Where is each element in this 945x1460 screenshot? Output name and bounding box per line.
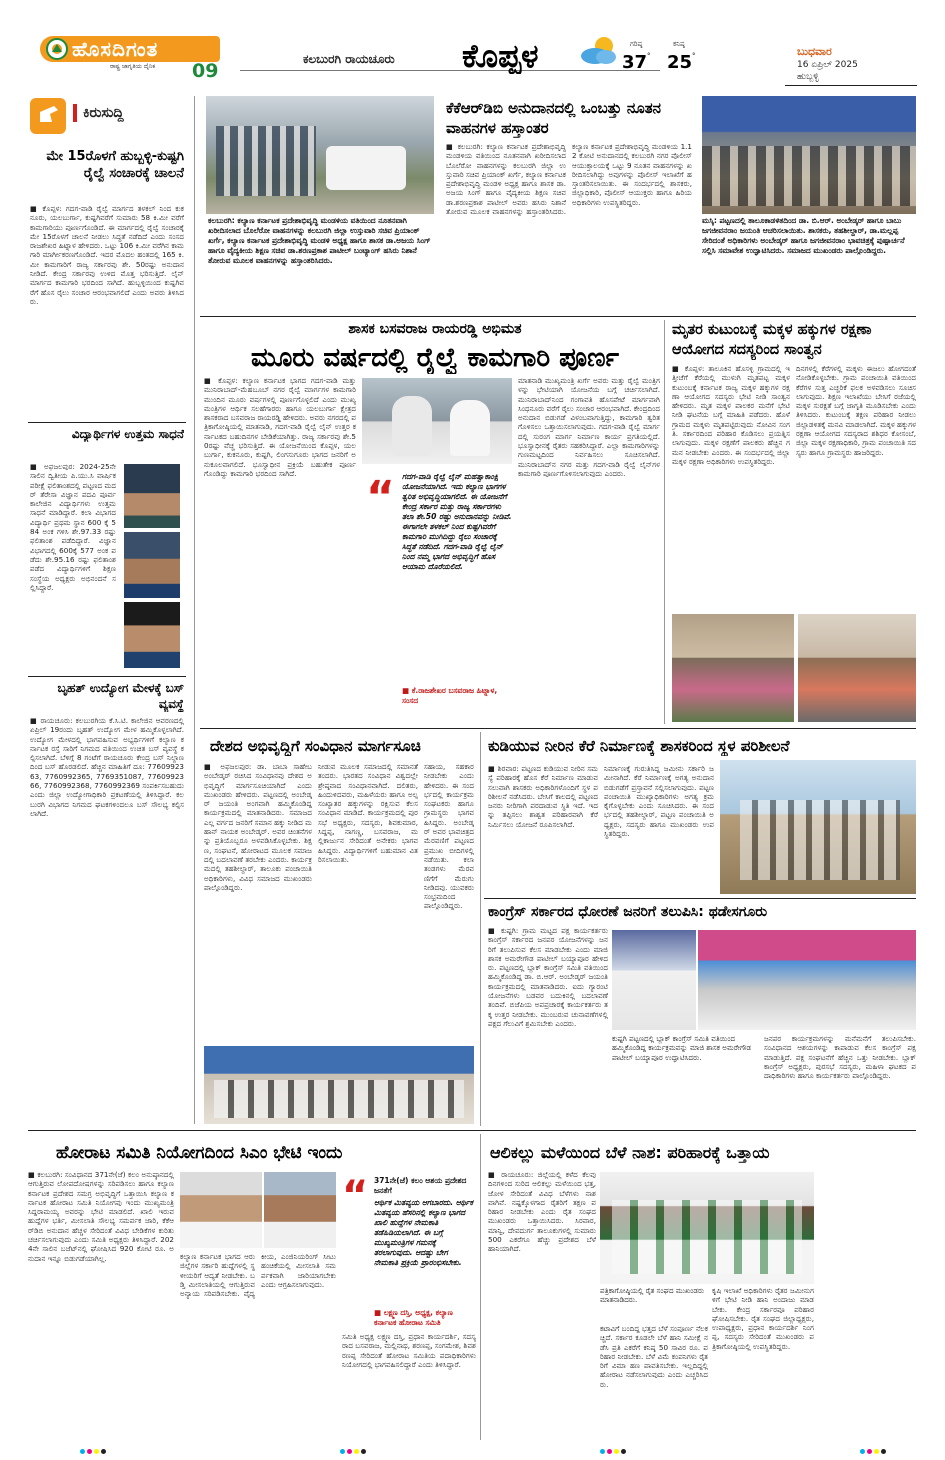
day-name: ಬುಧವಾರ: [797, 45, 832, 58]
congress-col1: ■ ಕುಷ್ಟಗಿ: ಗ್ರಾಮ ಮಟ್ಟದ ಪಕ್ಷ ಕಾರ್ಯಕರ್ತರು ಕಾಂಗ್ರೆಸ್ ಸರ್ಕಾರದ ಜನಪರ ಯೋಜನೆಗಳನ್ನು ಜನರಿಗೆ ತಲುಪಿಸುವ ಕೆಲಸ ಮಾಡಬೇಕು ಎಂದು ಮಾಜಿ ಶಾಸಕ ಅಮರೇಗೌಡ ಪಾಟೀಲ್ ಬಯ್ಯಾಪೂರ ಹೇಳಿದರು. ಪಟ್ಟಣದಲ್ಲಿ ಬ್ಲಾಕ್ ಕಾಂಗ್ರೆಸ್ ಸಮಿತಿ ವತಿಯಿಂದ ಹಮ್ಮಿಕೊಂಡಿದ್ದ ಡಾ. ಬಿ.ಆರ್. ಅಂಬೇಡ್ಕರ್ ಜಯಂತಿ ಕಾರ್ಯಕ್ರಮದಲ್ಲಿ ಮಾತನಾಡಿದರು. ಐದು ಗ್ಯಾರಂಟಿ ಯೋಜನೆಗಳು ಬಡವರ ಬದುಕಿನಲ್ಲಿ ಬದಲಾವಣೆ ತಂದಿವೆ. ಬಿಜೆಪಿಯ ಅಪಪ್ರಚಾರಕ್ಕೆ ಕಾರ್ಯಕರ್ತರು ತಕ್ಕ ಉತ್ತರ ನೀಡಬೇಕು. ಮುಂಬರುವ ಚುನಾವಣೆಗಳಲ್ಲಿ ಪಕ್ಷದ ಗೆಲುವಿಗೆ ಶ್ರಮಿಸಬೇಕು ಎಂದರು.: [488, 926, 608, 1028]
stage-crowd: [702, 146, 916, 206]
child-rights-col1: ■ ಕೊಪ್ಪಳ: ತಾಲೂಕಿನ ಹೊಸಳ್ಳಿ ಗ್ರಾಮದಲ್ಲಿ ಇತ್ತೀಚೆಗೆ ಕೆರೆಯಲ್ಲಿ ಮುಳುಗಿ ಮೃತಪಟ್ಟ ಮಕ್ಕಳ ಕುಟುಂಬಕ್ಕೆ ಕರ್ನಾಟಕ ರಾಜ್ಯ ಮಕ್ಕಳ ಹಕ್ಕುಗಳ ರಕ್ಷಣಾ ಆಯೋಗದ ಸದಸ್ಯರು ಭೇಟಿ ನೀಡಿ ಸಾಂತ್ವನ ಹೇಳಿದರು. ಮೃತ ಮಕ್ಕಳ ಪಾಲಕರ ಮನೆಗೆ ಭೇಟಿ ನೀಡಿ ಘಟನೆಯ ಬಗ್ಗೆ ಮಾಹಿತಿ ಪಡೆದರು. ಹೊಳೆ ಗ್ರಾಮದ ಮಕ್ಕಳು ಮೃತಪಟ್ಟಿರುವುದು ನೋವಿನ ಸಂಗತಿ. ಸರ್ಕಾರದಿಂದ ಪರಿಹಾರ ಕೊಡಿಸಲು ಪ್ರಯತ್ನಿಸಲಾಗುವುದು. ಮಕ್ಕಳ ರಕ್ಷಣೆಗೆ ಪಾಲಕರು ಹೆಚ್ಚಿನ ಗಮನ ನೀಡಬೇಕು ಎಂದರು. ಈ ಸಂದರ್ಭದಲ್ಲಿ ಜಿಲ್ಲಾ ಮಕ್ಕಳ ರಕ್ಷಣಾ ಅಧಿಕಾರಿಗಳು ಉಪಸ್ಥಿತರಿದ್ದರು.: [672, 364, 790, 466]
ambedkar-event-caption: ಮಸ್ಕಿ: ಪಟ್ಟಣದಲ್ಲಿ ತಾಲೂಕಾಡಳಿತದಿಂದ ಡಾ. ಬಿ.ಆರ್. ಅಂಬೇಡ್ಕರ್ ಹಾಗೂ ಬಾಬು ಜಗಜೀವನರಾಂ ಜಯಂತಿ ಆಚರಿಸಲಾಯಿತು. ಶಾಸಕರು, ತಹಶೀಲ್ದಾರ್, ಡಾ.ಮಲ್ಲಪ್ಪ ಸೇರಿದಂತೆ ಅಧಿಕಾರಿಗಳು ಅಂಬೇಡ್ಕರ್ ಹಾಗೂ ಜಗಜೀವನರಾಂ ಭಾವಚಿತ್ರಕ್ಕೆ ಪುಷ್ಪಾರ್ಚನೆ ಸಲ್ಲಿಸಿ ಸಮಾವೇಶ ಉದ್ಘಾಟಿಸಿದರು. ಸಮಾಜದ ಮುಖಂಡರು ಪಾಲ್ಗೊಂಡಿದ್ದರು.: [702, 216, 905, 255]
weather-icon: [578, 34, 620, 66]
column-rule: [480, 732, 481, 1126]
constitution-headline: ದೇಶದ ಅಭಿವೃದ್ಧಿಗೆ ಸಂವಿಧಾನ ಮಾರ್ಗಸೂಚಿ: [210, 737, 421, 755]
horata-person-photo-1: [180, 1172, 262, 1248]
section-rule: [28, 1130, 916, 1131]
officials-group: [740, 800, 900, 880]
s1-headline: ಮೇ 15ರೊಳಗೆ ಹುಬ್ಬಳ್ಳಿ-ಕುಷ್ಟಗಿ ರೈಲ್ವೆ ಸಂಚಾರಕ್ಕೆ ಚಾಲನೆ: [46, 149, 184, 181]
column-rule: [194, 96, 195, 1124]
registration-marks: [860, 1449, 886, 1454]
constitution-col2: ನೀಡುವ ಮೂಲಕ ಸಮಾಜದಲ್ಲಿ ಸಮಾನತೆ ತಂದರು. ಭಾರತದ ಸಂವಿಧಾನ ವಿಶ್ವದಲ್ಲೇ ಶ್ರೇಷ್ಠವಾದ ಸಂವಿಧಾನವಾಗಿದೆ. ದಲಿತರು, ಹಿಂದುಳಿದವರು, ಮಹಿಳೆಯರು ಹಾಗೂ ಅಲ್ಪಸಂಖ್ಯಾತರ ಹಕ್ಕುಗಳನ್ನು ರಕ್ಷಿಸುವ ಕೆಲಸ ಸಂವಿಧಾನ ಮಾಡಿದೆ. ಕಾರ್ಯಕ್ರಮದಲ್ಲಿ ಪುರಸಭೆ ಅಧ್ಯಕ್ಷರು, ಸದಸ್ಯರು, ಶಿವಕುಮಾರ, ಸಿದ್ದಪ್ಪ, ನಾಗಣ್ಣ, ಬಸವರಾಜ, ಮಲ್ಲಿಕಾರ್ಜುನ ಸೇರಿದಂತೆ ಅನೇಕರು ಭಾಗವಹಿಸಿದ್ದರು. ವಿದ್ಯಾರ್ಥಿಗಳಿಗೆ ಬಹುಮಾನ ವಿತರಿಸಲಾಯಿತು.: [318, 762, 418, 864]
hail-col3-cont: [818, 1172, 916, 1440]
horata-headline: ಹೋರಾಟ ಸಮಿತಿ ನಿಯೋಗದಿಂದ ಸಿಎಂ ಭೇಟಿ ಇಂದು: [56, 1143, 343, 1163]
congress-stage-photo: [698, 930, 916, 1030]
rail-col3: ಮಾತನಾಡಿ ಮುಖ್ಯಮಂತ್ರಿ ಖರ್ಗೆ ಅವರು ಮತ್ತು ರೈಲ್ವೆ ಮಂತ್ರಿಗಳನ್ನು ಭೇಟಿಯಾಗಿ ಯೋಜನೆಯ ಬಗ್ಗೆ ಚರ್ಚಿಸಲಾಗಿದೆ. ಮುನಿರಾಬಾದ್‌ನಿಂದ ಗಂಗಾವತಿ ಹೊಸಪೇಟೆ ಮಾರ್ಗವಾಗಿ ಸಿಂಧನೂರು ವರೆಗೆ ರೈಲು ಸಂಚಾರ ಆರಂಭವಾಗಿದೆ. ಕೇಂದ್ರದಿಂದ ಅನುದಾನ ಬಿಡುಗಡೆ ವಿಳಂಬವಾಗುತ್ತಿದ್ದು, ಕಾಮಗಾರಿ ತ್ವರಿತಗೊಳಿಸಲು ಒತ್ತಾಯಿಸಲಾಗುವುದು. ಗದಗ-ವಾಡಿ ರೈಲ್ವೆ ಮಾರ್ಗದಲ್ಲಿ ಸುರಂಗ ಮಾರ್ಗ ನಿರ್ಮಾಣ ಕಾರ್ಯ ಪ್ರಗತಿಯಲ್ಲಿದೆ. ಭೂಸ್ವಾಧೀನಕ್ಕೆ ರೈತರು ಸಹಕರಿಸಿದ್ದಾರೆ. ಎಲ್ಲಾ ಕಾಮಗಾರಿಗಳನ್ನು ಗುಣಮಟ್ಟದಿಂದ ನಿರ್ವಹಿಸಲು ಸೂಚಿಸಲಾಗಿದೆ. ಮುನಿರಾಬಾದ್‌ನ ನಗರ ಮತ್ತು ಗದಗ-ವಾಡಿ ರೈಲ್ವೆ ಲೈನ್‌ಗಳ ಕಾಮಗಾರಿ ಪೂರ್ಣಗೊಳಿಸಲಾಗುವುದು ಎಂದರು.: [518, 376, 660, 478]
hail-col3: ಕೃಷಿ ಇಲಾಖೆ ಅಧಿಕಾರಿಗಳು ರೈತರ ಜಮೀನುಗಳಿಗೆ ಭೇಟಿ ನೀಡಿ ಹಾನಿ ಅಂದಾಜು ಮಾಡಬೇಕು. ಕೇಂದ್ರ ಸರ್ಕಾರವೂ ಪರಿಹಾರ ಘೋಷಿಸಬೇಕು. ರೈತ ಸಂಘದ ಜಿಲ್ಲಾಧ್ಯಕ್ಷರು, ಉಪಾಧ್ಯಕ್ಷರು, ಪ್ರಧಾನ ಕಾರ್ಯದರ್ಶಿ ನಿಂಗಪ್ಪ, ಸದಸ್ಯರು ಸೇರಿದಂತೆ ಮುಖಂಡರು ಪತ್ರಿಕಾಗೋಷ್ಠಿಯಲ್ಲಿ ಉಪಸ್ಥಿತರಿದ್ದರು.: [712, 1286, 814, 1351]
speaker-figure: [450, 400, 490, 456]
child-rights-col2: ದಿನಗಳಲ್ಲಿ ಕೆರೆಗಳಲ್ಲಿ ಮಕ್ಕಳು ಈಜಲು ಹೋಗದಂತೆ ನೋಡಿಕೊಳ್ಳಬೇಕು. ಗ್ರಾಮ ಪಂಚಾಯಿತಿ ವತಿಯಿಂದ ಕೆರೆಗಳ ಸುತ್ತ ಎಚ್ಚರಿಕೆ ಫಲಕ ಅಳವಡಿಸಲು ಸೂಚಿಸಲಾಗುವುದು. ಶಿಕ್ಷಣ ಇಲಾಖೆಯು ಬೇಸಿಗೆ ರಜೆಯಲ್ಲಿ ಮಕ್ಕಳ ಸುರಕ್ಷತೆ ಬಗ್ಗೆ ಜಾಗೃತಿ ಮೂಡಿಸಬೇಕು ಎಂದು ತಿಳಿಸಿದರು. ಕುಟುಂಬಕ್ಕೆ ತಕ್ಷಣ ಪರಿಹಾರ ನೀಡಲು ಜಿಲ್ಲಾಡಳಿತಕ್ಕೆ ಮನವಿ ಮಾಡಲಾಗಿದೆ. ಮಕ್ಕಳ ಹಕ್ಕುಗಳ ರಕ್ಷಣಾ ಆಯೋಗದ ಸದಸ್ಯರಾದ ಶಶಿಧರ ಕೋಸಂಬೆ, ಜಿಲ್ಲಾ ಮಕ್ಕಳ ರಕ್ಷಣಾಧಿಕಾರಿ, ಗ್ರಾಮ ಪಂಚಾಯಿತಿ ಸದಸ್ಯರು ಹಾಗೂ ಗ್ರಾಮಸ್ಥರು ಹಾಜರಿದ್ದರು.: [796, 364, 916, 457]
logo-emblem-icon: [46, 38, 68, 60]
vehicles-caption: ಕಲಬುರಗಿ: ಕಲ್ಯಾಣ ಕರ್ನಾಟಕ ಪ್ರದೇಶಾಭಿವೃದ್ಧಿ ಮಂಡಳಿಯ ವತಿಯಿಂದ ನೂತನವಾಗಿ ಖರೀದಿಸಲಾದ ಬೊಲೆರೋ ವಾಹನಗಳನ್ನು ಕಲಬುರಗಿ ಜಿಲ್ಲಾ ಉಸ್ತುವಾರಿ ಸಚಿವ ಪ್ರಿಯಾಂಕ್ ಖರ್ಗೆ, ಕಲ್ಯಾಣ ಕರ್ನಾಟಕ ಪ್ರದೇಶಾಭಿವೃದ್ಧಿ ಮಂಡಳಿ ಅಧ್ಯಕ್ಷ ಹಾಗೂ ಶಾಸಕ ಡಾ.ಅಜಯ ಸಿಂಗ್ ಹಾಗೂ ವೈದ್ಯಕೀಯ ಶಿಕ್ಷಣ ಸಚಿವ ಡಾ.ಶರಣಪ್ರಕಾಶ ಪಾಟೀಲ್ ಬಂಟ್ಯಾಂಗ್ ಹಸಿರು ನಿಶಾನೆ ತೋರುವ ಮೂಲಕ ವಾಹನಗಳನ್ನು ಹಸ್ತಾಂತರಿಸಿದರು.: [208, 216, 431, 265]
quote-mark-icon: “: [342, 1173, 369, 1219]
farmers-group: [612, 1200, 802, 1274]
lake-headline: ಕುಡಿಯುವ ನೀರಿನ ಕೆರೆ ನಿರ್ಮಾಣಕ್ಕೆ ಶಾಸಕರಿಂದ ಸ್ಥಳ ಪರಿಶೀಲನೆ: [488, 737, 790, 755]
quote-mark-icon: “: [366, 472, 395, 523]
kirusuddi-tag: ಕಿರುಸುದ್ದಿ: [73, 104, 130, 122]
horata-col1: ■ ಕಲಬುರಗಿ: ಸಂವಿಧಾನದ 371ನೇ(ಜೆ) ಕಲಂ ಅನುಷ್ಠಾನದಲ್ಲಿ ಆಗುತ್ತಿರುವ ಲೋಪದೋಷಗಳನ್ನು ಸರಿಪಡಿಸಲು ಹಾಗೂ ಕಲ್ಯಾಣ ಕರ್ನಾಟಕ ಪ್ರದೇಶದ ಸಮಗ್ರ ಅಭಿವೃದ್ಧಿಗೆ ಒತ್ತಾಯಿಸಿ ಕಲ್ಯಾಣ ಕರ್ನಾಟಕ ಹೋರಾಟ ಸಮಿತಿ ನಿಯೋಗವು ಇಂದು ಮುಖ್ಯಮಂತ್ರಿ ಸಿದ್ದರಾಮಯ್ಯ ಅವರನ್ನು ಭೇಟಿ ಮಾಡಲಿದೆ. ಖಾಲಿ ಇರುವ ಹುದ್ದೆಗಳ ಭರ್ತಿ, ಮೀಸಲಾತಿ ಸೌಲಭ್ಯ ಸಮರ್ಪಕ ಜಾರಿ, ಕೆಕೆಆರ್‌ಡಿಬಿ ಅನುದಾನ ಹೆಚ್ಚಳ ಸೇರಿದಂತೆ ವಿವಿಧ ಬೇಡಿಕೆಗಳ ಕುರಿತು ಚರ್ಚಿಸಲಾಗುವುದು ಎಂದು ಸಮಿತಿ ಅಧ್ಯಕ್ಷರು ತಿಳಿಸಿದ್ದಾರೆ. 2024ನೇ ಸಾಲಿನ ಬಜೆಟ್‌ನಲ್ಲಿ ಘೋಷಿಸಿದ 920 ಕೋಟಿ ರೂ. ಅನುದಾನ ಇನ್ನೂ ಬಿಡುಗಡೆಯಾಗಿಲ್ಲ.: [28, 1170, 174, 1263]
horata-person-photo-2: [264, 1172, 336, 1248]
condolence-photo-1: [672, 614, 794, 722]
lake-col1: ■ ಶಿರವಾರ: ಪಟ್ಟಣದ ಕುಡಿಯುವ ನೀರಿನ ಸಮಸ್ಯೆ ಪರಿಹಾರಕ್ಕೆ ಹೊಸ ಕೆರೆ ನಿರ್ಮಾಣ ಮಾಡುವ ಸಲುವಾಗಿ ಶಾಸಕರು ಅಧಿಕಾರಿಗಳೊಂದಿಗೆ ಸ್ಥಳ ಪರಿಶೀಲನೆ ನಡೆಸಿದರು. ಬೇಸಿಗೆ ಕಾಲದಲ್ಲಿ ಪಟ್ಟಣದ ಜನರು ನೀರಿಗಾಗಿ ಪರದಾಡುವ ಸ್ಥಿತಿ ಇದೆ. ಇದನ್ನು ತಪ್ಪಿಸಲು ಶಾಶ್ವತ ಪರಿಹಾರವಾಗಿ ಕೆರೆ ನಿರ್ಮಿಸಲು ಯೋಜನೆ ರೂಪಿಸಲಾಗಿದೆ.: [488, 764, 598, 829]
dais-row: [214, 1080, 464, 1118]
hail-col2: ಕಟಾವಿಗೆ ಬಂದಿದ್ದ ಭತ್ತದ ಬೆಳೆ ಸಂಪೂರ್ಣ ನೆಲಕಚ್ಚಿದೆ. ಸರ್ಕಾರ ಕೂಡಲೇ ಬೆಳೆ ಹಾನಿ ಸಮೀಕ್ಷೆ ನಡೆಸಿ ಪ್ರತಿ ಎಕರೆಗೆ ಕನಿಷ್ಠ 50 ಸಾವಿರ ರೂ. ಪರಿಹಾರ ನೀಡಬೇಕು. ಬೆಳೆ ವಿಮೆ ಕಂಪನಿಗಳು ರೈತರಿಗೆ ವಿಮಾ ಹಣ ಪಾವತಿಸಬೇಕು. ಇಲ್ಲದಿದ್ದಲ್ಲಿ ಹೋರಾಟ ನಡೆಸಲಾಗುವುದು ಎಂದು ಎಚ್ಚರಿಸಿದರು.: [600, 1324, 708, 1389]
section-rule: [200, 728, 916, 729]
date-block: [785, 42, 917, 86]
degree-icon: °: [647, 52, 651, 60]
constitution-col1: ■ ಅಫಜಲಪುರ: ಡಾ. ಬಾಬಾ ಸಾಹೇಬ ಅಂಬೇಡ್ಕರ್ ರಚಿಸಿದ ಸಂವಿಧಾನವು ದೇಶದ ಅಭಿವೃದ್ಧಿಗೆ ಮಾರ್ಗಸೂಚಿಯಾಗಿದೆ ಎಂದು ಮುಖಂಡರು ಹೇಳಿದರು. ಪಟ್ಟಣದಲ್ಲಿ ಅಂಬೇಡ್ಕರ್ ಜಯಂತಿ ಅಂಗವಾಗಿ ಹಮ್ಮಿಕೊಂಡಿದ್ದ ಕಾರ್ಯಕ್ರಮದಲ್ಲಿ ಮಾತನಾಡಿದರು. ಸಮಾಜದ ಎಲ್ಲ ವರ್ಗದ ಜನರಿಗೆ ಸಮಾನ ಹಕ್ಕು ನೀಡಿದ ಮಹಾನ್ ನಾಯಕ ಅಂಬೇಡ್ಕರ್. ಅವರ ಚಿಂತನೆಗಳನ್ನು ಪ್ರತಿಯೊಬ್ಬರೂ ಅಳವಡಿಸಿಕೊಳ್ಳಬೇಕು. ಶಿಕ್ಷಣ, ಸಂಘಟನೆ, ಹೋರಾಟದ ಮೂಲಕ ಸಮಾಜದಲ್ಲಿ ಬದಲಾವಣೆ ತರಬೇಕು ಎಂದರು. ಕಾರ್ಯಕ್ರಮದಲ್ಲಿ ತಹಶೀಲ್ದಾರ್, ತಾಲೂಕು ಪಂಚಾಯಿತಿ ಅಧಿಕಾರಿಗಳು, ವಿವಿಧ ಸಮಾಜದ ಮುಖಂಡರು ಪಾಲ್ಗೊಂಡಿದ್ದರು.: [204, 762, 312, 892]
hail-caption: ಪತ್ರಿಕಾಗೋಷ್ಠಿಯಲ್ಲಿ ರೈತ ಸಂಘದ ಮುಖಂಡರು ಮಾತನಾಡಿದರು.: [600, 1286, 705, 1305]
column-rule: [664, 320, 665, 724]
date-text: 16 ಏಪ್ರಿಲ್ 2025: [797, 60, 858, 70]
registration-marks: [340, 1449, 366, 1454]
registration-marks: [80, 1449, 106, 1454]
rail-headline: ಮೂರು ವರ್ಷದಲ್ಲಿ ರೈಲ್ವೆ ಕಾಮಗಾರಿ ಪೂರ್ಣ: [250, 343, 620, 373]
congress-speaker-photo: [612, 930, 696, 1030]
s2-body: ■ ಅಫಜಲಪುರ: 2024-25ನೇ ಸಾಲಿನ ದ್ವಿತೀಯ ಪಿ.ಯು.ಸಿ ವಾರ್ಷಿಕ ಪರೀಕ್ಷೆ ಫಲಿತಾಂಶದಲ್ಲಿ ಪಟ್ಟಣದ ಮದರ್ ತೆರೇಸಾ ವಿಜ್ಞಾನ ಪದವಿ ಪೂರ್ವ ಕಾಲೇಜಿನ ವಿದ್ಯಾರ್ಥಿಗಳು ಉತ್ತಮ ಸಾಧನೆ ಮಾಡಿದ್ದಾರೆ. ಕಲಾ ವಿಭಾಗದ ವಿದ್ಯಾರ್ಥಿ ಪ್ರಥಮ ಸ್ಥಾನ 600 ಕ್ಕೆ 584 ಅಂಕ ಗಳಿಸಿ ಶೇ.97.33 ರಷ್ಟು ಫಲಿತಾಂಶ ಪಡೆದಿದ್ದಾರೆ. ವಿಜ್ಞಾನ ವಿಭಾಗದಲ್ಲಿ 600ಕ್ಕೆ 577 ಅಂಕ ಪಡೆದು ಶೇ.95.16 ರಷ್ಟು ಫಲಿತಾಂಶ ಪಡೆದ ವಿದ್ಯಾರ್ಥಿಗಳಿಗೆ ಶಿಕ್ಷಣ ಸಂಸ್ಥೆಯ ಅಧ್ಯಕ್ಷರು ಅಭಿನಂದನೆ ಸಲ್ಲಿಸಿದ್ದಾರೆ.: [30, 462, 116, 592]
hand-icon: [30, 98, 66, 134]
condolence-photo-2: [798, 614, 916, 722]
region-small: ಕಲಬುರಗಿ ರಾಯಚೂರು: [303, 52, 395, 66]
temp-min-label: ಕನಿಷ್ಠ: [673, 40, 685, 48]
lake-site-photo: [720, 760, 916, 894]
child-rights-headline: ಮೃತರ ಕುಟುಂಬಕ್ಕೆ ಮಕ್ಕಳ ಹಕ್ಕುಗಳ ರಕ್ಷಣಾ ಆಯೋಗದ ಸದಸ್ಯರಿಂದ ಸಾಂತ್ವನ: [672, 322, 872, 358]
section-rule: [484, 898, 916, 899]
horata-col3: ಸಮಿತಿ ಅಧ್ಯಕ್ಷ ಲಕ್ಷ್ಮಣ ದಸ್ತಿ, ಪ್ರಧಾನ ಕಾರ್ಯದರ್ಶಿ, ಸದಸ್ಯರಾದ ಬಸವರಾಜ, ಮಲ್ಲಿನಾಥ, ಶರಣಪ್ಪ, ಸಂಗಮೇಶ, ಶಿವಶರಣಪ್ಪ ಸೇರಿದಂತೆ ಹೋರಾಟ ಸಮಿತಿಯ ಪದಾಧಿಕಾರಿಗಳು ನಿಯೋಗದಲ್ಲಿ ಭಾಗವಹಿಸಲಿದ್ದಾರೆ ಎಂದು ತಿಳಿಸಿದ್ದಾರೆ.: [342, 1332, 476, 1369]
region-big: ಕೊಪ್ಪಳ: [462, 38, 539, 74]
constitution-col3: ಸಹಾಯ, ಸಹಕಾರ ನೀಡಬೇಕು ಎಂದು ಹೇಳಿದರು. ಈ ಸಂದರ್ಭದಲ್ಲಿ ಕಾರ್ಯಕ್ರಮ ಸಂಘಟಕರು ಹಾಗೂ ಗ್ರಾಮಸ್ಥರು ಭಾಗವಹಿಸಿದ್ದರು. ಅಂಬೇಡ್ಕರ್ ಅವರ ಭಾವಚಿತ್ರದ ಮೆರವಣಿಗೆ ಪಟ್ಟಣದ ಪ್ರಮುಖ ಬೀದಿಗಳಲ್ಲಿ ನಡೆಯಿತು. ಕಲಾ ತಂಡಗಳು ಮೆರವಣಿಗೆಗೆ ಮೆರುಗು ನೀಡಿದವು. ಯುವಕರು ಸಂಭ್ರಮದಿಂದ ಪಾಲ್ಗೊಂಡಿದ್ದರು.: [424, 762, 474, 911]
congress-caption: ಕುಷ್ಟಗಿ ಪಟ್ಟಣದಲ್ಲಿ ಬ್ಲಾಕ್ ಕಾಂಗ್ರೆಸ್ ಸಮಿತಿ ವತಿಯಿಂದ ಹಮ್ಮಿಕೊಂಡಿದ್ದ ಕಾರ್ಯಕ್ರಮವನ್ನು ಮಾಜಿ ಶಾಸಕ ಅಮರೇಗೌಡ ಪಾಟೀಲ್ ಬಯ್ಯಾಪೂರ ಉದ್ಘಾಟಿಸಿದರು.: [612, 1034, 752, 1062]
logo-tagline: ರಾಷ್ಟ್ರ ಜಾಗೃತಿಯ ದೈನಿಕ: [110, 63, 156, 70]
ambedkar-event-photo: [702, 96, 916, 214]
student-photo-2: [124, 532, 180, 598]
horata-quote: ಆರ್ಥಿಕ ಮಿತವ್ಯಯ ಆಗಬಾರದು. ಆರ್ಥಿಕ ಮಿತವ್ಯಯ ಹೆಸರಿನಲ್ಲಿ ಕಲ್ಯಾಣ ಭಾಗದ ಖಾಲಿ ಹುದ್ದೆಗಳ ನೇಮಕಾತಿ ತಡೆಹಿಡಿಯಲಾಗಿದೆ. ಈ ಬಗ್ಗೆ ಮುಖ್ಯಮಂತ್ರಿಗಳ ಗಮನಕ್ಕೆ ತರಲಾಗುವುದು. ಆದಷ್ಟು ಬೇಗ ನೇಮಕಾತಿ ಪ್ರಕ್ರಿಯೆ ಪ್ರಾರಂಭಿಸಬೇಕು.: [374, 1198, 474, 1267]
s3-body: ■ ರಾಯಚೂರು: ಕಲಬುರಗಿಯ ಕೆ.ಸಿ.ಟಿ. ಕಾಲೇಜಿನ ಆವರಣದಲ್ಲಿ ಏಪ್ರಿಲ್ 19ರಂದು ಬೃಹತ್ ಉದ್ಯೋಗ ಮೇಳ ಹಮ್ಮಿಕೊಳ್ಳಲಾಗಿದೆ. ಉದ್ಯೋಗ ಮೇಳದಲ್ಲಿ ಭಾಗವಹಿಸುವ ಅಭ್ಯರ್ಥಿಗಳಿಗೆ ಕಲ್ಯಾಣ ಕರ್ನಾಟಕ ರಸ್ತೆ ಸಾರಿಗೆ ನಿಗಮದ ವತಿಯಿಂದ ಉಚಿತ ಬಸ್ ವ್ಯವಸ್ಥೆ ಕಲ್ಪಿಸಲಾಗಿದೆ. ಬೆಳಿಗ್ಗೆ 8 ಗಂಟೆಗೆ ರಾಯಚೂರು ಕೇಂದ್ರ ಬಸ್ ನಿಲ್ದಾಣದಿಂದ ಬಸ್ ಹೊರಡಲಿದೆ. ಹೆಚ್ಚಿನ ಮಾಹಿತಿಗೆ ದೂ: 7760992363, 7760992365, 7769351087, 7760992366, 7760992368, 7760992369 ಸಂಪರ್ಕಿಸಬಹುದು ಎಂದು ಜಿಲ್ಲಾ ಉದ್ಯೋಗಾಧಿಕಾರಿ ಪ್ರಕಟಣೆಯಲ್ಲಿ ತಿಳಿಸಿದ್ದಾರೆ. ಕಲಬುರಗಿ ವಿಭಾಗದ ನಿಗಮದ ಘಟಕಗಳಿಂದಲೂ ಬಸ್ ಸೌಲಭ್ಯ ಕಲ್ಪಿಸಲಾಗಿದೆ.: [30, 716, 184, 818]
student-photo-3: [124, 602, 180, 668]
rail-quote: ಗದಗ-ವಾಡಿ ರೈಲ್ವೆ ಲೈನ್ ಮಹತ್ವಾಕಾಂಕ್ಷಿ ಯೋಜನೆಯಾಗಿದೆ. ಇದು ಕಲ್ಯಾಣ ಭಾಗಗಳ ತ್ವರಿತ ಅಭಿವೃದ್ಧಿಯಾಗಲಿದೆ. ಈ ಯೋಜನೆಗೆ ಕೇಂದ್ರ ಸರ್ಕಾರ ಮತ್ತು ರಾಜ್ಯ ಸರ್ಕಾರಗಳು ತಲಾ ಶೇ.50 ರಷ್ಟು ಅನುದಾನವನ್ನು ನೀಡಿವೆ. ಈಗಾಗಲೇ ತಳಕಲ್ ನಿಂದ ಕುಷ್ಟಗಿವರೆಗೆ ಕಾಮಗಾರಿ ಮುಗಿದಿದ್ದು ರೈಲು ಸಂಚಾರಕ್ಕೆ ಸಿದ್ಧತೆ ನಡೆದಿದೆ. ಗದಗ-ವಾಡಿ ರೈಲ್ವೆ ಲೈನ್ ನಿಂದ ನಮ್ಮ ಭಾಗದ ಅಭಿವೃದ್ಧಿಗೆ ಹೊಸ ಆಯಾಮ ದೊರೆಯಲಿದೆ.: [402, 472, 512, 571]
horata-quote-by: ■ ಲಕ್ಷ್ಮಣ ದಸ್ತಿ, ಅಧ್ಯಕ್ಷ, ಕಲ್ಯಾಣ ಕರ್ನಾಟಕ ಹೋರಾಟ ಸಮಿತಿ: [374, 1308, 453, 1327]
temp-max-label: ಗರಿಷ್ಠ: [630, 40, 643, 48]
rail-kicker: ಶಾಸಕ ಬಸವರಾಜ ರಾಯರಡ್ಡಿ ಅಭಿಮತ: [348, 321, 522, 337]
hail-col1: ■ ರಾಯಚೂರು: ಜಿಲ್ಲೆಯಲ್ಲಿ ಕಳೆದ ಕೆಲವು ದಿನಗಳಿಂದ ಸುರಿದ ಆಲಿಕಲ್ಲು ಮಳೆಯಿಂದ ಭತ್ತ, ಜೋಳ ಸೇರಿದಂತೆ ವಿವಿಧ ಬೆಳೆಗಳು ನಾಶವಾಗಿವೆ. ನಷ್ಟಕ್ಕೊಳಗಾದ ರೈತರಿಗೆ ತಕ್ಷಣ ಪರಿಹಾರ ನೀಡಬೇಕು ಎಂದು ರೈತ ಸಂಘದ ಮುಖಂಡರು ಒತ್ತಾಯಿಸಿದರು. ಸಿರವಾರ, ಮಾನ್ವಿ, ದೇವದುರ್ಗ ತಾಲೂಕುಗಳಲ್ಲಿ ಸುಮಾರು 500 ಎಕರೆಗೂ ಹೆಚ್ಚು ಪ್ರದೇಶದ ಬೆಳೆ ಹಾನಿಯಾಗಿದೆ.: [488, 1170, 596, 1254]
temp-min: 25: [667, 52, 693, 73]
section-rule: [200, 316, 916, 317]
date-underline: [785, 85, 917, 86]
divider: [28, 422, 186, 423]
column-rule: [480, 1134, 481, 1440]
logo-text: ಹೊಸದಿಗಂತ: [72, 37, 159, 61]
s2-headline: ವಿದ್ಯಾರ್ಥಿಗಳ ಉತ್ತಮ ಸಾಧನೆ: [71, 427, 184, 441]
s1-body: ■ ಕೊಪ್ಪಳ: ಗದಗ-ವಾಡಿ ರೈಲ್ವೆ ಮಾರ್ಗದ ತಳಕಲ್ ನಿಂದ ಕುಕನೂರು, ಯಲಬುರ್ಗಾ, ಕುಷ್ಟಗಿವರೆಗೆ ಸುಮಾರು 58 ಕಿ.ಮೀ ವರೆಗೆ ಕಾಮಗಾರಿಯು ಪೂರ್ಣಗೊಂಡಿದೆ. ಈ ಮಾರ್ಗದಲ್ಲಿ ರೈಲ್ವೆ ಸಂಚಾರಕ್ಕೆ ಮೇ 15ರೊಳಗೆ ಚಾಲನೆ ನೀಡಲು ಸಿದ್ಧತೆ ನಡೆದಿದೆ ಎಂದು ಸಂಸದ ರಾಜಶೇಖರ ಹಿಟ್ನಾಳ ಹೇಳಿದರು. ಒಟ್ಟು 106 ಕಿ.ಮೀ ವರೆಗಿನ ಕಾಮಗಾರಿ ಮಾರ್ಗೀಕರಣಗೊಂಡಿದೆ. ಇದರ ಮೊದಲ ಹಂತದಲ್ಲಿ 165 ಕಿ.ಮೀ ಕಾಮಗಾರಿಗೆ ರಾಜ್ಯ ಸರ್ಕಾರವು ಶೇ. 50ರಷ್ಟು ಅನುದಾನ ನೀಡಿದೆ. ಕೇಂದ್ರ ಸರ್ಕಾರವು ಉಳಿದ ಮೊತ್ತ ಭರಿಸುತ್ತಿದೆ. ಲೈನ್ ಮಾರ್ಗದ ಕಾಮಗಾರಿ ಭರದಿಂದ ಸಾಗಿದೆ. ಹುಬ್ಬಳ್ಳಿಯಿಂದ ಕುಷ್ಟಗಿವರೆಗೆ ಹೊಸ ರೈಲು ಸಂಚಾರ ಆರಂಭವಾಗಲಿದೆ ಎಂದು ಅವರು ತಿಳಿಸಿದರು.: [30, 204, 184, 306]
vehicles-photo: [206, 96, 434, 214]
horata-quote-kicker: 371ನೇ(ಜೆ) ಕಲಂ ಆಶಯ ಪ್ರದೇಶದ ಜನತೆಗೆ: [374, 1176, 467, 1195]
masthead-line: [240, 70, 660, 71]
people-group: [216, 126, 316, 196]
masthead: [0, 0, 945, 92]
student-photo-1: [124, 464, 180, 528]
divider: [28, 676, 186, 677]
constitution-event-photo: [204, 1046, 474, 1124]
congress-headline: ಕಾಂಗ್ರೆಸ್ ಸರ್ಕಾರದ ಧೋರಣೆ ಜನರಿಗೆ ತಲುಪಿಸಿ: ಥಡೇಸಗೂರು: [488, 904, 768, 920]
vehicle: [326, 146, 406, 190]
city-text: ಹುಬ್ಬಳ್ಳಿ: [797, 72, 819, 82]
logo-block: [40, 32, 230, 86]
degree-icon: °: [692, 52, 696, 60]
lake-col2: ನಿರ್ಮಾಣಕ್ಕೆ ಗುರುತಿಸಿದ್ದ ಜಮೀನು ಸರ್ಕಾರಿ ಜಮೀನಾಗಿದೆ. ಕೆರೆ ನಿರ್ಮಾಣಕ್ಕೆ ಅಗತ್ಯ ಅನುದಾನ ಬಿಡುಗಡೆಗೆ ಪ್ರಸ್ತಾವನೆ ಸಲ್ಲಿಸಲಾಗುವುದು. ಪಟ್ಟಣ ಪಂಚಾಯಿತಿ ಮುಖ್ಯಾಧಿಕಾರಿಗಳು ಅಗತ್ಯ ಕ್ರಮ ಕೈಗೊಳ್ಳಬೇಕು ಎಂದು ಸೂಚಿಸಿದರು. ಈ ಸಂದರ್ಭದಲ್ಲಿ ತಹಶೀಲ್ದಾರ್, ಪಟ್ಟಣ ಪಂಚಾಯಿತಿ ಅಧ್ಯಕ್ಷರು, ಸದಸ್ಯರು ಹಾಗೂ ಮುಖಂಡರು ಉಪಸ್ಥಿತರಿದ್ದರು.: [604, 764, 714, 839]
congress-col2: ಜನಪರ ಕಾರ್ಯಕ್ರಮಗಳನ್ನು ಮನೆಮನೆಗೆ ತಲುಪಿಸಬೇಕು. ಸಂವಿಧಾನದ ಆಶಯಗಳನ್ನು ಕಾಪಾಡುವ ಕೆಲಸ ಕಾಂಗ್ರೆಸ್ ಪಕ್ಷ ಮಾಡುತ್ತಿದೆ. ಪಕ್ಷ ಸಂಘಟನೆಗೆ ಹೆಚ್ಚಿನ ಒತ್ತು ನೀಡಬೇಕು. ಬ್ಲಾಕ್ ಕಾಂಗ್ರೆಸ್ ಅಧ್ಯಕ್ಷರು, ಪುರಸಭೆ ಸದಸ್ಯರು, ಮಹಿಳಾ ಘಟಕದ ಪದಾಧಿಕಾರಿಗಳು ಹಾಗೂ ಕಾರ್ಯಕರ್ತರು ಪಾಲ್ಗೊಂಡಿದ್ದರು.: [764, 1034, 916, 1081]
kirusuddi-header: [28, 96, 186, 140]
page-number: 09: [192, 60, 219, 82]
s3-headline: ಬೃಹತ್ ಉದ್ಯೋಗ ಮೇಳಕ್ಕೆ ಬಸ್ ವ್ಯವಸ್ಥೆ: [57, 681, 184, 711]
kirusuddi-column: [28, 92, 186, 1124]
speaker-figure: [392, 396, 432, 456]
rail-col1: ■ ಕೊಪ್ಪಳ: ಕಲ್ಯಾಣ ಕರ್ನಾಟಕ ಭಾಗದ ಗದಗ-ವಾಡಿ ಮತ್ತು ಮುನಿರಾಬಾದ್-ಮೆಹಬೂಬ್ ನಗರ ರೈಲ್ವೆ ಮಾರ್ಗಗಳ ಕಾಮಗಾರಿ ಮುಂದಿನ ಮೂರು ವರ್ಷಗಳಲ್ಲಿ ಪೂರ್ಣಗೊಳ್ಳಲಿದೆ ಎಂದು ಮುಖ್ಯಮಂತ್ರಿಗಳ ಆರ್ಥಿಕ ಸಲಹೆಗಾರರು ಹಾಗೂ ಯಲಬುರ್ಗಾ ಕ್ಷೇತ್ರದ ಶಾಸಕರಾದ ಬಸವರಾಜ ರಾಯರಡ್ಡಿ ಹೇಳಿದರು. ಅವರು ನಗರದಲ್ಲಿ ಪತ್ರಿಕಾಗೋಷ್ಠಿಯಲ್ಲಿ ಮಾತನಾಡಿ, ಗದಗ-ವಾಡಿ ರೈಲ್ವೆ ಲೈನ್ ಉತ್ತರ ಕರ್ನಾಟಕದ ಬಹುದಿನಗಳ ಬೇಡಿಕೆಯಾಗಿತ್ತು. ರಾಜ್ಯ ಸರ್ಕಾರವು ಶೇ.50ರಷ್ಟು ವೆಚ್ಚ ಭರಿಸುತ್ತಿದೆ. ಈ ಯೋಜನೆಯಿಂದ ಕೊಪ್ಪಳ, ಯಲಬುರ್ಗಾ, ಕುಕನೂರು, ಕುಷ್ಟಗಿ, ಲಿಂಗಸುಗೂರು ಭಾಗದ ಜನರಿಗೆ ಅನುಕೂಲವಾಗಲಿದೆ. ಭೂಸ್ವಾಧೀನ ಪ್ರಕ್ರಿಯೆ ಬಹುತೇಕ ಪೂರ್ಣಗೊಂಡಿದ್ದು ಕಾಮಗಾರಿ ಭರದಿಂದ ಸಾಗಿದೆ.: [204, 376, 356, 478]
kkrdb-headline: ಕೆಕೆಆರ್‌ಡಿಬಿ ಅನುದಾನದಲ್ಲಿ ಒಂಬತ್ತು ನೂತನ ವಾಹನಗಳ ಹಸ್ತಾಂತರ: [446, 99, 662, 137]
rail-press-photo: [362, 378, 512, 464]
rail-quote-by: ■ ಕೆ.ರಾಜಶೇಖರ ಬಸವರಾಜ ಹಿಟ್ನಾಳ, ಸಂಸದ: [402, 686, 498, 705]
horata-col2: ಕಲ್ಯಾಣ ಕರ್ನಾಟಕ ಭಾಗದ ಆರು ಜಿಲ್ಲೆಗಳ ಸರ್ಕಾರಿ ಹುದ್ದೆಗಳಲ್ಲಿ ಸ್ಥಳೀಯರಿಗೆ ಆದ್ಯತೆ ನೀಡಬೇಕು. ಬಡ್ತಿ ಮೀಸಲಾತಿಯಲ್ಲಿ ಆಗುತ್ತಿರುವ ಅನ್ಯಾಯ ಸರಿಪಡಿಸಬೇಕು. ವೈದ್ಯಕೀಯ, ಎಂಜಿನಿಯರಿಂಗ್ ಸೀಟು ಹಂಚಿಕೆಯಲ್ಲಿ ಮೀಸಲಾತಿ ಸಮರ್ಪಕವಾಗಿ ಜಾರಿಯಾಗಬೇಕು ಎಂದು ಆಗ್ರಹಿಸಲಾಗುವುದು.: [180, 1252, 336, 1299]
temp-max: 37: [622, 52, 648, 73]
hail-press-photo: [600, 1172, 814, 1284]
kkrdb-body: ■ ಕಲಬುರಗಿ: ಕಲ್ಯಾಣ ಕರ್ನಾಟಕ ಪ್ರದೇಶಾಭಿವೃದ್ಧಿ ಮಂಡಳಿಯ ವತಿಯಿಂದ ನೂತನವಾಗಿ ಖರೀದಿಸಲಾದ ಬೊಲೆರೋ ವಾಹನಗಳನ್ನು ಕಲಬುರಗಿ ಜಿಲ್ಲಾ ಉಸ್ತುವಾರಿ ಸಚಿವ ಪ್ರಿಯಾಂಕ್ ಖರ್ಗೆ, ಕಲ್ಯಾಣ ಕರ್ನಾಟಕ ಪ್ರದೇಶಾಭಿವೃದ್ಧಿ ಮಂಡಳಿ ಅಧ್ಯಕ್ಷ ಹಾಗೂ ಶಾಸಕ ಡಾ.ಅಜಯ ಸಿಂಗ್ ಹಾಗೂ ವೈದ್ಯಕೀಯ ಶಿಕ್ಷಣ ಸಚಿವ ಡಾ.ಶರಣಪ್ರಕಾಶ ಪಾಟೀಲ್ ಅವರು ಹಸಿರು ನಿಶಾನೆ ತೋರುವ ಮೂಲಕ ವಾಹನಗಳನ್ನು ಹಸ್ತಾಂತರಿಸಿದರು. ಕಲ್ಯಾಣ ಕರ್ನಾಟಕ ಪ್ರದೇಶಾಭಿವೃದ್ಧಿ ಮಂಡಳಿಯ 1.12 ಕೋಟಿ ಅನುದಾನದಲ್ಲಿ ಕಲಬುರಗಿ ನಗರ ಪೊಲೀಸ್ ಆಯುಕ್ತಾಲಯಕ್ಕೆ ಒಟ್ಟು 9 ನೂತನ ವಾಹನಗಳನ್ನು ಖರೀದಿಸಲಾಗಿದ್ದು ಅವುಗಳನ್ನು ಪೊಲೀಸ್ ಇಲಾಖೆಗೆ ಹಸ್ತಾಂತರಿಸಲಾಯಿತು. ಈ ಸಂದರ್ಭದಲ್ಲಿ ಶಾಸಕರು, ಜಿಲ್ಲಾಧಿಕಾರಿ, ಪೊಲೀಸ್ ಆಯುಕ್ತರು ಹಾಗೂ ಹಿರಿಯ ಅಧಿಕಾರಿಗಳು ಉಪಸ್ಥಿತರಿದ್ದರು.: [446, 142, 692, 217]
hail-headline: ಆಲಿಕಲ್ಲು ಮಳೆಯಿಂದ ಬೆಳೆ ನಾಶ: ಪರಿಹಾರಕ್ಕೆ ಒತ್ತಾಯ: [490, 1143, 770, 1162]
registration-marks: [600, 1449, 626, 1454]
